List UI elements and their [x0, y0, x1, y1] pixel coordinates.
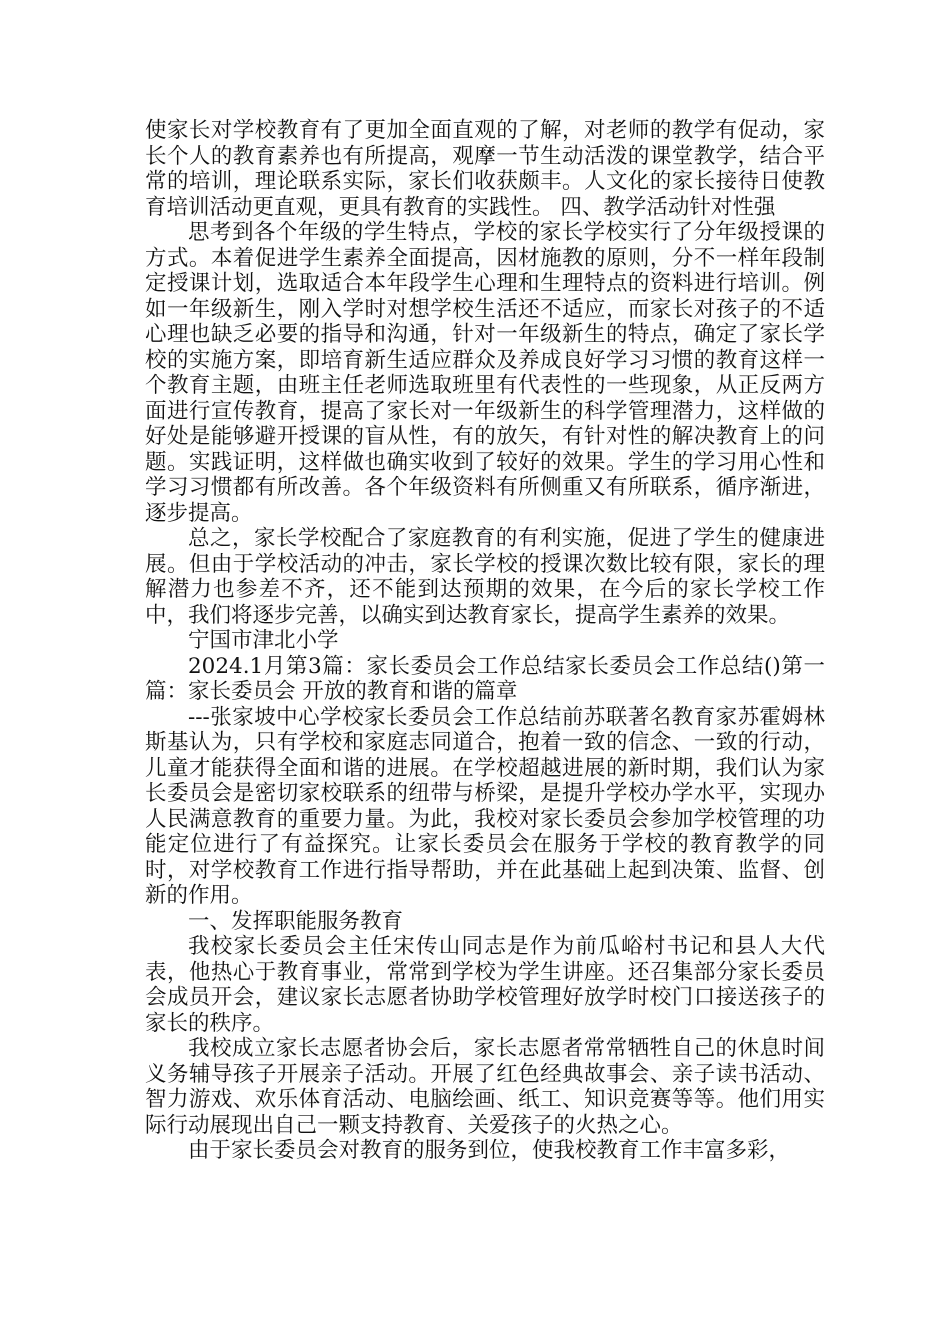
paragraph-3: 总之，家长学校配合了家庭教育的有利实施，促进了学生的健康进展。但由于学校活动的冲击，家长学校的授课次数比较有限，家长的理解潜力也参差不齐，还不能到达预期的效果，在今后的家长学校工作中，我们将逐步完善，以确实到达教育家长，提高学生素养的效果。 [145, 526, 825, 628]
paragraph-9: 我校成立家长志愿者协会后，家长志愿者常常牺牲自己的休息时间义务辅导孩子开展亲子活动。开展了红色经典故事会、亲子读书活动、智力游戏、欢乐体育活动、电脑绘画、纸工、知识竞赛等等。他们用实际行动展现出自己一颗支持教育、关爱孩子的火热之心。 [145, 1036, 825, 1138]
paragraph-4: 宁国市津北小学 [188, 628, 339, 653]
paragraph-5: 2024.1月第3篇：家长委员会工作总结家长委员会工作总结()第一篇：家长委员会 开放的教育和谐的篇章 [145, 653, 825, 704]
paragraph-2: 思考到各个年级的学生特点，学校的家长学校实行了分年级授课的方式。本着促进学生素养全面提高，因材施教的原则，分不一样年段制定授课计划，选取适合本年段学生心理和生理特点的资料进行培训。例如一年级新生，刚入学时对想学校生活还不适应，而家长对孩子的不适心理也缺乏必要的指导和沟通，针对一年级新生的特点，确定了家长学校的实施方案，即培育新生适应群众及养成良好学习习惯的教育这样一个教育主题，由班主任老师选取班里有代表性的一些现象，从正反两方面进行宣传教育，提高了家长对一年级新生的科学管理潜力，这样做的好处是能够避开授课的盲从性，有的放矢，有针对性的解决教育上的问题。实践证明，这样做也确实收到了较好的效果。学生的学习用心性和学习习惯都有所改善。各个年级资料有所侧重又有所联系，循序渐进，逐步提高。 [145, 220, 825, 526]
paragraph-7: 一、发挥职能服务教育 [188, 908, 404, 934]
document-page [145, 118, 825, 1164]
paragraph-6: ---张家坡中心学校家长委员会工作总结前苏联著名教育家苏霍姆林斯基认为，只有学校和家庭志同道合，抱着一致的信念、一致的行动，儿童才能获得全面和谐的进展。在学校超越进展的新时期，我们认为家长委员会是密切家校联系的纽带与桥梁，是提升学校办学水平，实现办人民满意教育的重要力量。为此，我校对家长委员会参加学校管理的功能定位进行了有益探究。让家长委员会在服务于学校的教育教学的同时，对学校教育工作进行指导帮助，并在此基础上起到决策、监督、创新的作用。 [145, 704, 825, 908]
paragraph-1: 使家长对学校教育有了更加全面直观的了解，对老师的教学有促动，家长个人的教育素养也有所提高，观摩一节生动活泼的课堂教学，结合平常的培训，理论联系实际，家长们收获颇丰。人文化的家长接待日使教育培训活动更直观，更具有教育的实践性。 四、教学活动针对性强 [145, 118, 825, 220]
paragraph-8: 我校家长委员会主任宋传山同志是作为前瓜峪村书记和县人大代表，他热心于教育事业，常常到学校为学生讲座。还召集部分家长委员会成员开会，建议家长志愿者协助学校管理好放学时校门口接送孩子的家长的秩序。 [145, 934, 825, 1036]
paragraph-10: 由于家长委员会对教育的服务到位，使我校教育工作丰富多彩， [188, 1138, 791, 1163]
